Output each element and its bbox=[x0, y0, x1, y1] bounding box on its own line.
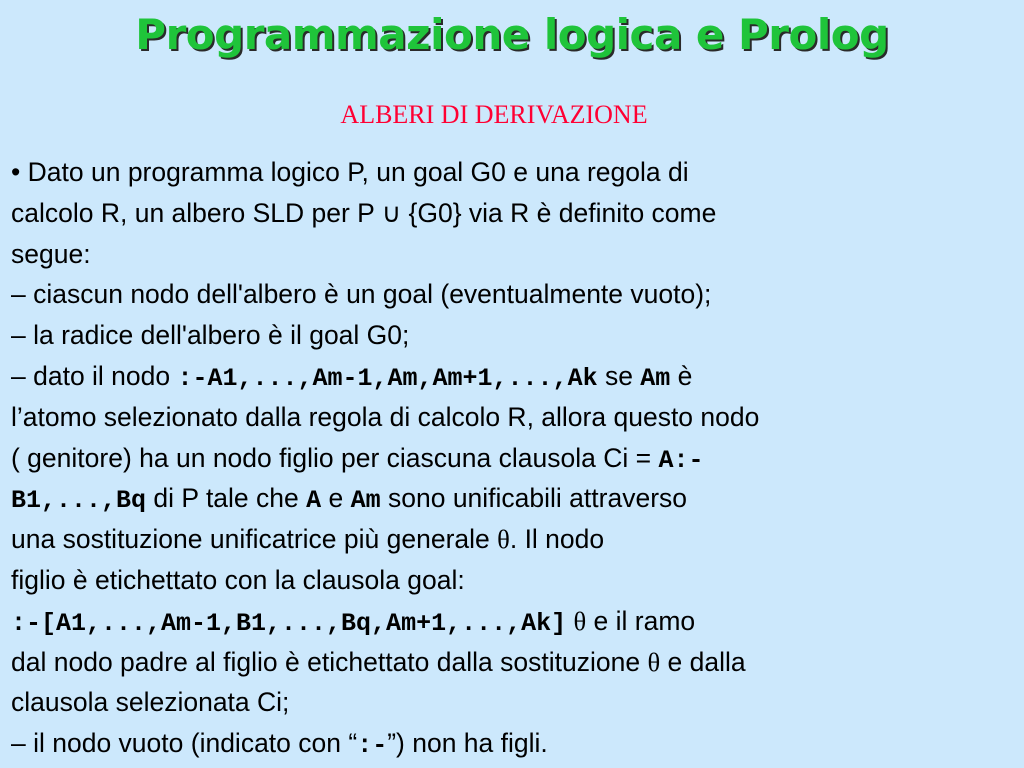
text-run: segue: bbox=[11, 238, 91, 269]
text-run: calcolo R, un albero SLD per P bbox=[11, 197, 382, 228]
text-run: – la radice dell'albero è il goal G0; bbox=[11, 320, 410, 351]
theta-symbol: θ bbox=[647, 646, 661, 677]
text-run: • Dato un programma logico P, un goal G0 e una regola di bbox=[11, 157, 689, 187]
body-line-6 bbox=[11, 356, 1011, 397]
body-line-1 bbox=[11, 152, 1011, 193]
body-line-2 bbox=[11, 193, 1011, 234]
code-goal-node: :-A1,...,Am-1,Am,Am+1,...,Ak bbox=[177, 363, 598, 393]
text-run: – il nodo vuoto (indicato con “ bbox=[11, 728, 358, 759]
text-run: una sostituzione unificatrice più generale bbox=[11, 524, 498, 555]
text-run: {G0} via R è definito come bbox=[401, 197, 717, 228]
text-run: se bbox=[597, 360, 641, 391]
body-line-14 bbox=[11, 682, 1011, 723]
theta-symbol: θ bbox=[573, 605, 587, 636]
body-line-3 bbox=[11, 234, 1011, 275]
code-empty-goal: :- bbox=[357, 731, 388, 761]
body-line-5 bbox=[11, 315, 1011, 356]
text-run: e bbox=[321, 483, 351, 514]
code-clause-body: B1,...,Bq bbox=[11, 486, 147, 516]
text-run: figlio è etichettato con la clausola goal: bbox=[11, 564, 465, 595]
slide-title: Programmazione logica e Prolog bbox=[135, 10, 889, 59]
body-line-9 bbox=[11, 478, 1011, 519]
text-run: – dato il nodo bbox=[11, 360, 178, 391]
code-clause-head: A:- bbox=[658, 445, 704, 475]
text-run: e dalla bbox=[660, 646, 746, 677]
union-symbol: ∪ bbox=[381, 197, 402, 228]
code-child-goal: :-[A1,...,Am-1,B1,...,Bq,Am+1,...,Ak] bbox=[11, 608, 567, 638]
body-line-8 bbox=[11, 438, 1011, 479]
text-run: è bbox=[670, 360, 693, 391]
code-am: Am bbox=[640, 363, 671, 393]
body-line-10 bbox=[11, 519, 1011, 560]
code-am: Am bbox=[350, 486, 381, 516]
body-line-4 bbox=[11, 274, 1011, 315]
text-run: . Il nodo bbox=[509, 524, 605, 555]
theta-symbol: θ bbox=[497, 524, 510, 555]
text-run: sono unificabili attraverso bbox=[380, 483, 688, 514]
text-run: ( genitore) ha un nodo figlio per ciascuna clausola Ci = bbox=[11, 442, 659, 473]
text-run: clausola selezionata Ci; bbox=[11, 687, 290, 718]
text-run: ”) non ha figli. bbox=[387, 728, 548, 759]
body-line-13 bbox=[11, 642, 1011, 683]
body-line-7 bbox=[11, 397, 1011, 438]
text-run: l’atomo selezionato dalla regola di calcolo R, allora questo nodo bbox=[11, 401, 760, 432]
slide-subtitle: ALBERI DI DERIVAZIONE bbox=[340, 100, 648, 129]
text-run: dal nodo padre al figlio è etichettato dalla sostituzione bbox=[11, 646, 648, 677]
body-line-11 bbox=[11, 560, 1011, 601]
slide-body bbox=[11, 152, 1011, 764]
body-line-15 bbox=[11, 723, 1011, 764]
text-run: – ciascun nodo dell'albero è un goal (eventualmente vuoto); bbox=[11, 279, 712, 310]
text-run: di P tale che bbox=[146, 483, 307, 514]
body-line-12 bbox=[11, 601, 1011, 642]
code-a: A bbox=[306, 486, 322, 516]
text-run: e il ramo bbox=[586, 605, 696, 636]
